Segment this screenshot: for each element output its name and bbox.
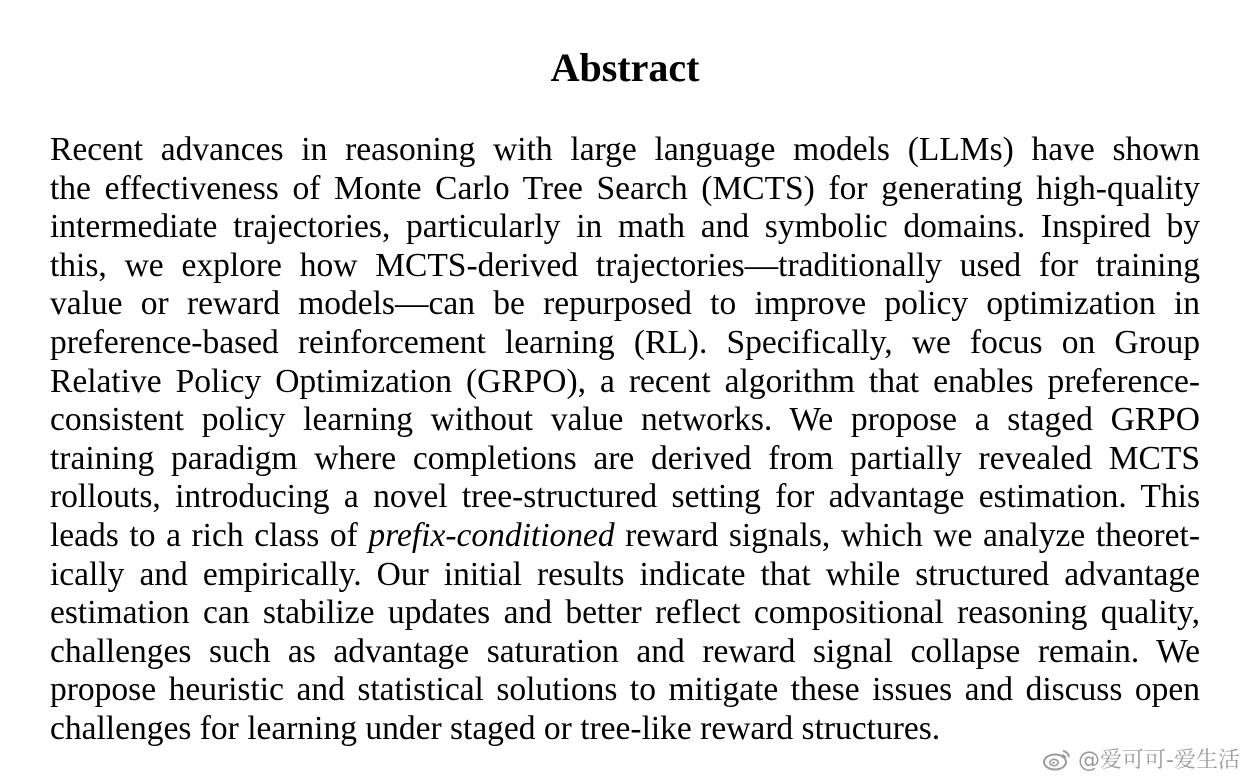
emphasized-term: prefix-conditioned: [368, 516, 615, 554]
abstract-line: Relative Policy Optimization (GRPO), a recent algorithm that enables preference-: [50, 362, 1200, 400]
abstract-line: rollouts, introducing a novel tree-structured setting for advantage estimation. This: [50, 478, 1200, 516]
abstract-body: [50, 131, 1200, 749]
abstract-line: intermediate trajectories, particularly in math and symbolic domains. Inspired by: [50, 208, 1200, 246]
abstract-line: value or reward models—can be repurposed to improve policy optimization in: [50, 285, 1200, 323]
abstract-line: challenges for learning under staged or tree-like reward structures.: [50, 709, 941, 747]
abstract-line: propose heuristic and statistical solutions to mitigate these issues and discuss open: [50, 671, 1200, 709]
abstract-line: Recent advances in reasoning with large language models (LLMs) have shown: [50, 131, 1200, 168]
abstract-line: preference-based reinforcement learning (RL). Specifically, we focus on Group: [50, 323, 1200, 361]
abstract-line: consistent policy learning without value networks. We propose a staged GRPO: [50, 401, 1200, 439]
weibo-icon: [1042, 747, 1072, 771]
abstract-line: challenges such as advantage saturation and reward signal collapse remain. We: [50, 632, 1200, 670]
abstract-line: the effectiveness of Monte Carlo Tree Search (MCTS) for generating high-quality: [50, 169, 1200, 207]
abstract-line: training paradigm where completions are derived from partially revealed MCTS: [50, 439, 1200, 477]
abstract-line: [50, 517, 1200, 556]
watermark: [1042, 743, 1240, 774]
abstract-text-segment: reward signals, which we analyze theoret-: [614, 516, 1200, 554]
abstract-line: ically and empirically. Our initial results indicate that while structured advantage: [50, 555, 1200, 593]
abstract-text-segment: leads to a rich class of: [50, 516, 369, 554]
abstract-line: this, we explore how MCTS-derived trajectories—traditionally used for training: [50, 246, 1200, 284]
abstract-line: estimation can stabilize updates and better reflect compositional reasoning quality,: [50, 594, 1200, 632]
watermark-text: @爱可可-爱生活: [1078, 748, 1240, 773]
abstract-title: Abstract: [550, 45, 700, 90]
